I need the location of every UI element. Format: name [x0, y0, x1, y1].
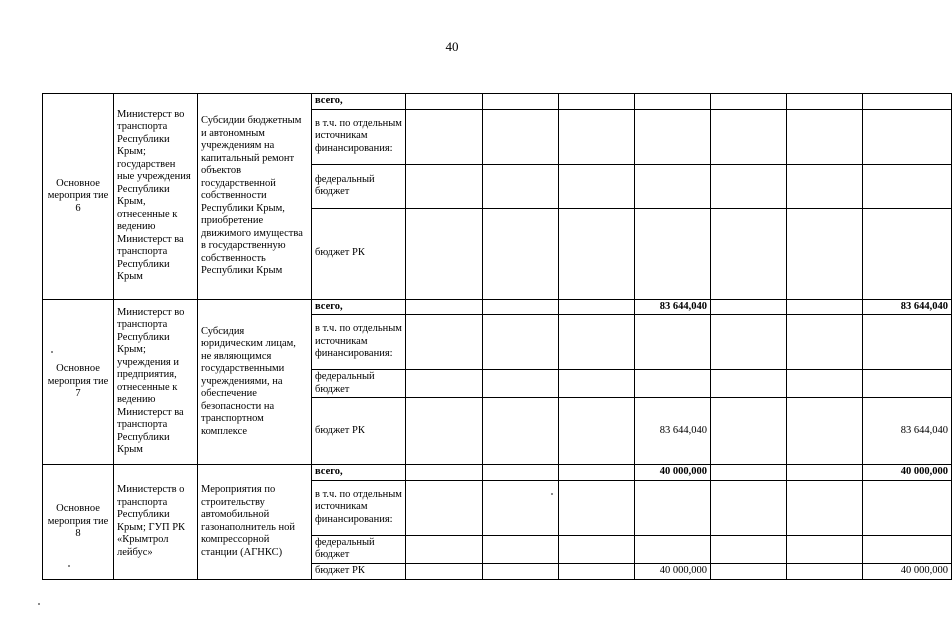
total-cell: 83 644,040 [863, 299, 952, 315]
source-cell: всего, [312, 94, 406, 110]
value-cell [635, 109, 711, 164]
executor-cell: Министерст во транспорта Республики Крым; государствен ные учреждения Республики Крым, отнесенные к ведению Министерст ва транспорта Республики Крым [114, 94, 198, 300]
source-cell: в т.ч. по отдельным источникам финансирования: [312, 315, 406, 370]
budget-table [42, 93, 952, 580]
total-cell [863, 94, 952, 110]
total-cell [863, 109, 952, 164]
table-row [43, 94, 952, 110]
scan-speck [51, 351, 53, 353]
total-cell [863, 315, 952, 370]
value-cell [635, 480, 711, 535]
scan-speck [551, 493, 553, 495]
source-cell: всего, [312, 465, 406, 481]
value-cell [635, 535, 711, 563]
source-cell: бюджет РК [312, 398, 406, 465]
source-cell: федеральный бюджет [312, 370, 406, 398]
value-cell [635, 208, 711, 299]
measure-cell: Основное мероприя тие 6 [43, 94, 114, 300]
total-cell: 40 000,000 [863, 563, 952, 579]
value-cell [635, 164, 711, 208]
page-number: 40 [445, 39, 459, 54]
scan-speck [68, 565, 70, 567]
executor-cell: Министерств о транспорта Республики Крым; ГУП РК «Крымтрол лейбус» [114, 465, 198, 580]
value-cell [635, 370, 711, 398]
measure-cell: Основное мероприя тие 7 [43, 299, 114, 465]
total-cell [863, 535, 952, 563]
scan-speck [38, 603, 40, 605]
measure-cell: Основное мероприя тие 8 [43, 465, 114, 580]
value-cell [635, 315, 711, 370]
total-cell [863, 370, 952, 398]
source-cell: бюджет РК [312, 208, 406, 299]
source-cell: в т.ч. по отдельным источникам финансирования: [312, 109, 406, 164]
source-cell: федеральный бюджет [312, 164, 406, 208]
content-cell: Мероприятия по строительству автомобильной газонаполнитель ной компрессорной станции (АГНКС) [198, 465, 312, 580]
table-row [43, 465, 952, 481]
source-cell: в т.ч. по отдельным источникам финансирования: [312, 480, 406, 535]
content-cell: Субсидия юридическим лицам, не являющимся государственными учреждениями, на обеспечение безопасности на транспортном комплексе [198, 299, 312, 465]
value-cell: 83 644,040 [635, 299, 711, 315]
total-cell [863, 480, 952, 535]
source-cell: бюджет РК [312, 563, 406, 579]
content-cell: Субсидии бюджетным и автономным учреждениям на капитальный ремонт объектов государственной собственности Республики Крым, приобретение движимого имущества в государственную собственность Республики Крым [198, 94, 312, 300]
source-cell: всего, [312, 299, 406, 315]
total-cell: 83 644,040 [863, 398, 952, 465]
source-cell: федеральный бюджет [312, 535, 406, 563]
total-cell [863, 208, 952, 299]
value-cell: 40 000,000 [635, 563, 711, 579]
total-cell: 40 000,000 [863, 465, 952, 481]
value-cell: 40 000,000 [635, 465, 711, 481]
table-row [43, 299, 952, 315]
total-cell [863, 164, 952, 208]
value-cell [635, 94, 711, 110]
executor-cell: Министерст во транспорта Республики Крым; учреждения и предприятия, отнесенные к ведению Министерст ва транспорта Республики Крым [114, 299, 198, 465]
value-cell: 83 644,040 [635, 398, 711, 465]
